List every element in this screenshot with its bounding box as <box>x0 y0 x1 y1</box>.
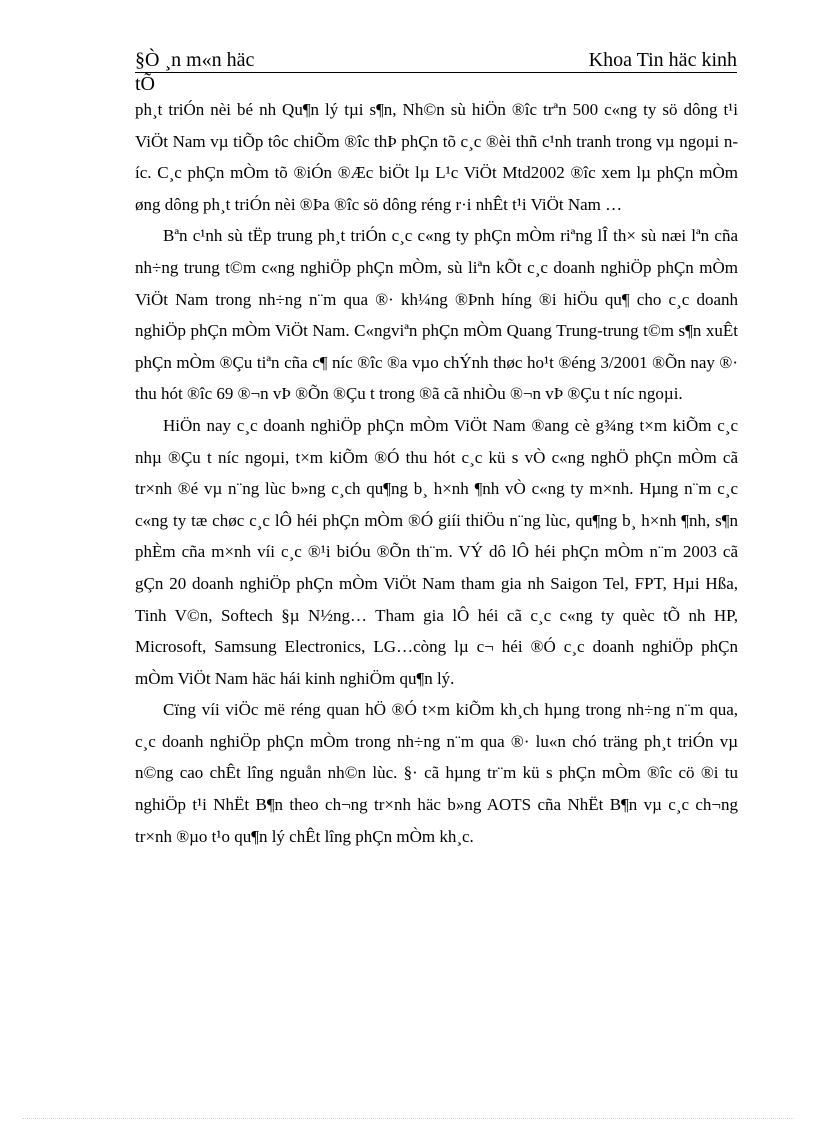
paragraph-1: ph¸t triÓn nèi bé nh Qu¶n lý tµi s¶n, Nh©n sù hiÖn ®îc trªn 500 c«ng ty sö dông t¹i ViÖt Nam vµ tiÕp tôc chiÕm ®îc thÞ phÇn tõ c¸c ®èi thñ c¹nh tranh trong vµ ngoµi níc. C¸c phÇn mÒm tõ ®iÓn ®Æc biÖt lµ L¹c ViÖt Mtd2002 ®îc xem lµ phÇn mÒm øng dông ph¸t triÓn nèi ®Þa ®îc sö dông réng r·i nhÊt t¹i ViÖt Nam … <box>135 100 738 214</box>
page-bottom-divider <box>22 1118 794 1119</box>
header-project-title: §Ò ¸n m«n häc <box>135 49 255 71</box>
paragraph-2: Bªn c¹nh sù tËp trung ph¸t triÓn c¸c c«ng ty phÇn mÒm riªng lÎ th× sù næi lªn cña nh÷ng trung t©m c«ng nghiÖp phÇn mÒm, sù liªn kÕt c¸c doanh nghiÖp phÇn mÒm ViÖt Nam trong nh÷ng n¨m qua ®· kh¼ng ®Þnh híng ®i hiÖu qu¶ cho c¸c doanh nghiÖp phÇn mÒm ViÖt Nam. C«ngviªn phÇn mÒm Quang Trung-trung t©m s¶n xuÊt phÇn mÒm ®Çu tiªn cña c¶ níc ®îc ®a vµo chÝnh thøc ho¹t ®éng 3/2001 ®Õn nay ®· thu hót ®îc 69 ®¬n vÞ ®Õn ®Çu t trong ®ã cã nhiÒu ®¬n vÞ ®Çu t níc ngoµi. <box>135 226 738 404</box>
paragraph-3: HiÖn nay c¸c doanh nghiÖp phÇn mÒm ViÖt Nam ®ang cè g¾ng t×m kiÕm c¸c nhµ ®Çu t níc ngoµi, t×m kiÕm ®Ó thu hót c¸c kü s vÒ c«ng nghÖ phÇn mÒm cã tr×nh ®é vµ n¨ng lùc b»ng c¸ch qu¶ng b¸ h×nh ¶nh vÒ c«ng ty m×nh. Hµng n¨m c¸c c«ng ty tæ chøc c¸c lÔ héi phÇn mÒm ®Ó giíi thiÖu n¨ng lùc, qu¶ng b¸ h×nh ¶nh, s¶n phÈm cña m×nh víi c¸c ®¹i biÓu ®Õn th¨m. VÝ dô lÔ héi phÇn mÒm n¨m 2003 cã gÇn 20 doanh nghiÖp phÇn mÒm ViÖt Nam tham gia nh Saigon Tel, FPT, Hµi Hßa, Tinh V©n, Softech §µ N½ng… Tham gia lÔ héi cã c¸c c«ng ty quèc tÕ nh HP, Microsoft, Samsung Electronics, LG…còng lµ c¬ héi ®Ó c¸c doanh nghiÖp phÇn mÒm ViÖt Nam häc hái kinh nghiÖm qu¶n lý. <box>135 415 738 688</box>
paragraph-4: Cïng víi viÖc më réng quan hÖ ®Ó t×m kiÕm kh¸ch hµng trong nh÷ng n¨m qua, c¸c doanh nghiÖp phÇn mÒm trong nh÷ng n¨m qua ®· lu«n chó träng ph¸t triÓn vµ n©ng cao chÊt lîng nguån nh©n lùc. §· cã hµng tr¨m kü s phÇn mÒm ®îc cö ®i tu nghiÖp t¹i NhËt B¶n theo ch¬ng tr×nh häc b»ng AOTS cña NhËt B¶n vµ c¸c ch¬ng tr×nh ®µo t¹o qu¶n lý chÊt lîng phÇn mÒm kh¸c. <box>135 700 738 846</box>
header-faculty-continuation: tÕ <box>135 73 155 95</box>
page-header <box>135 48 737 73</box>
body-text <box>135 94 738 852</box>
header-faculty: Khoa Tin häc kinh <box>588 49 737 71</box>
